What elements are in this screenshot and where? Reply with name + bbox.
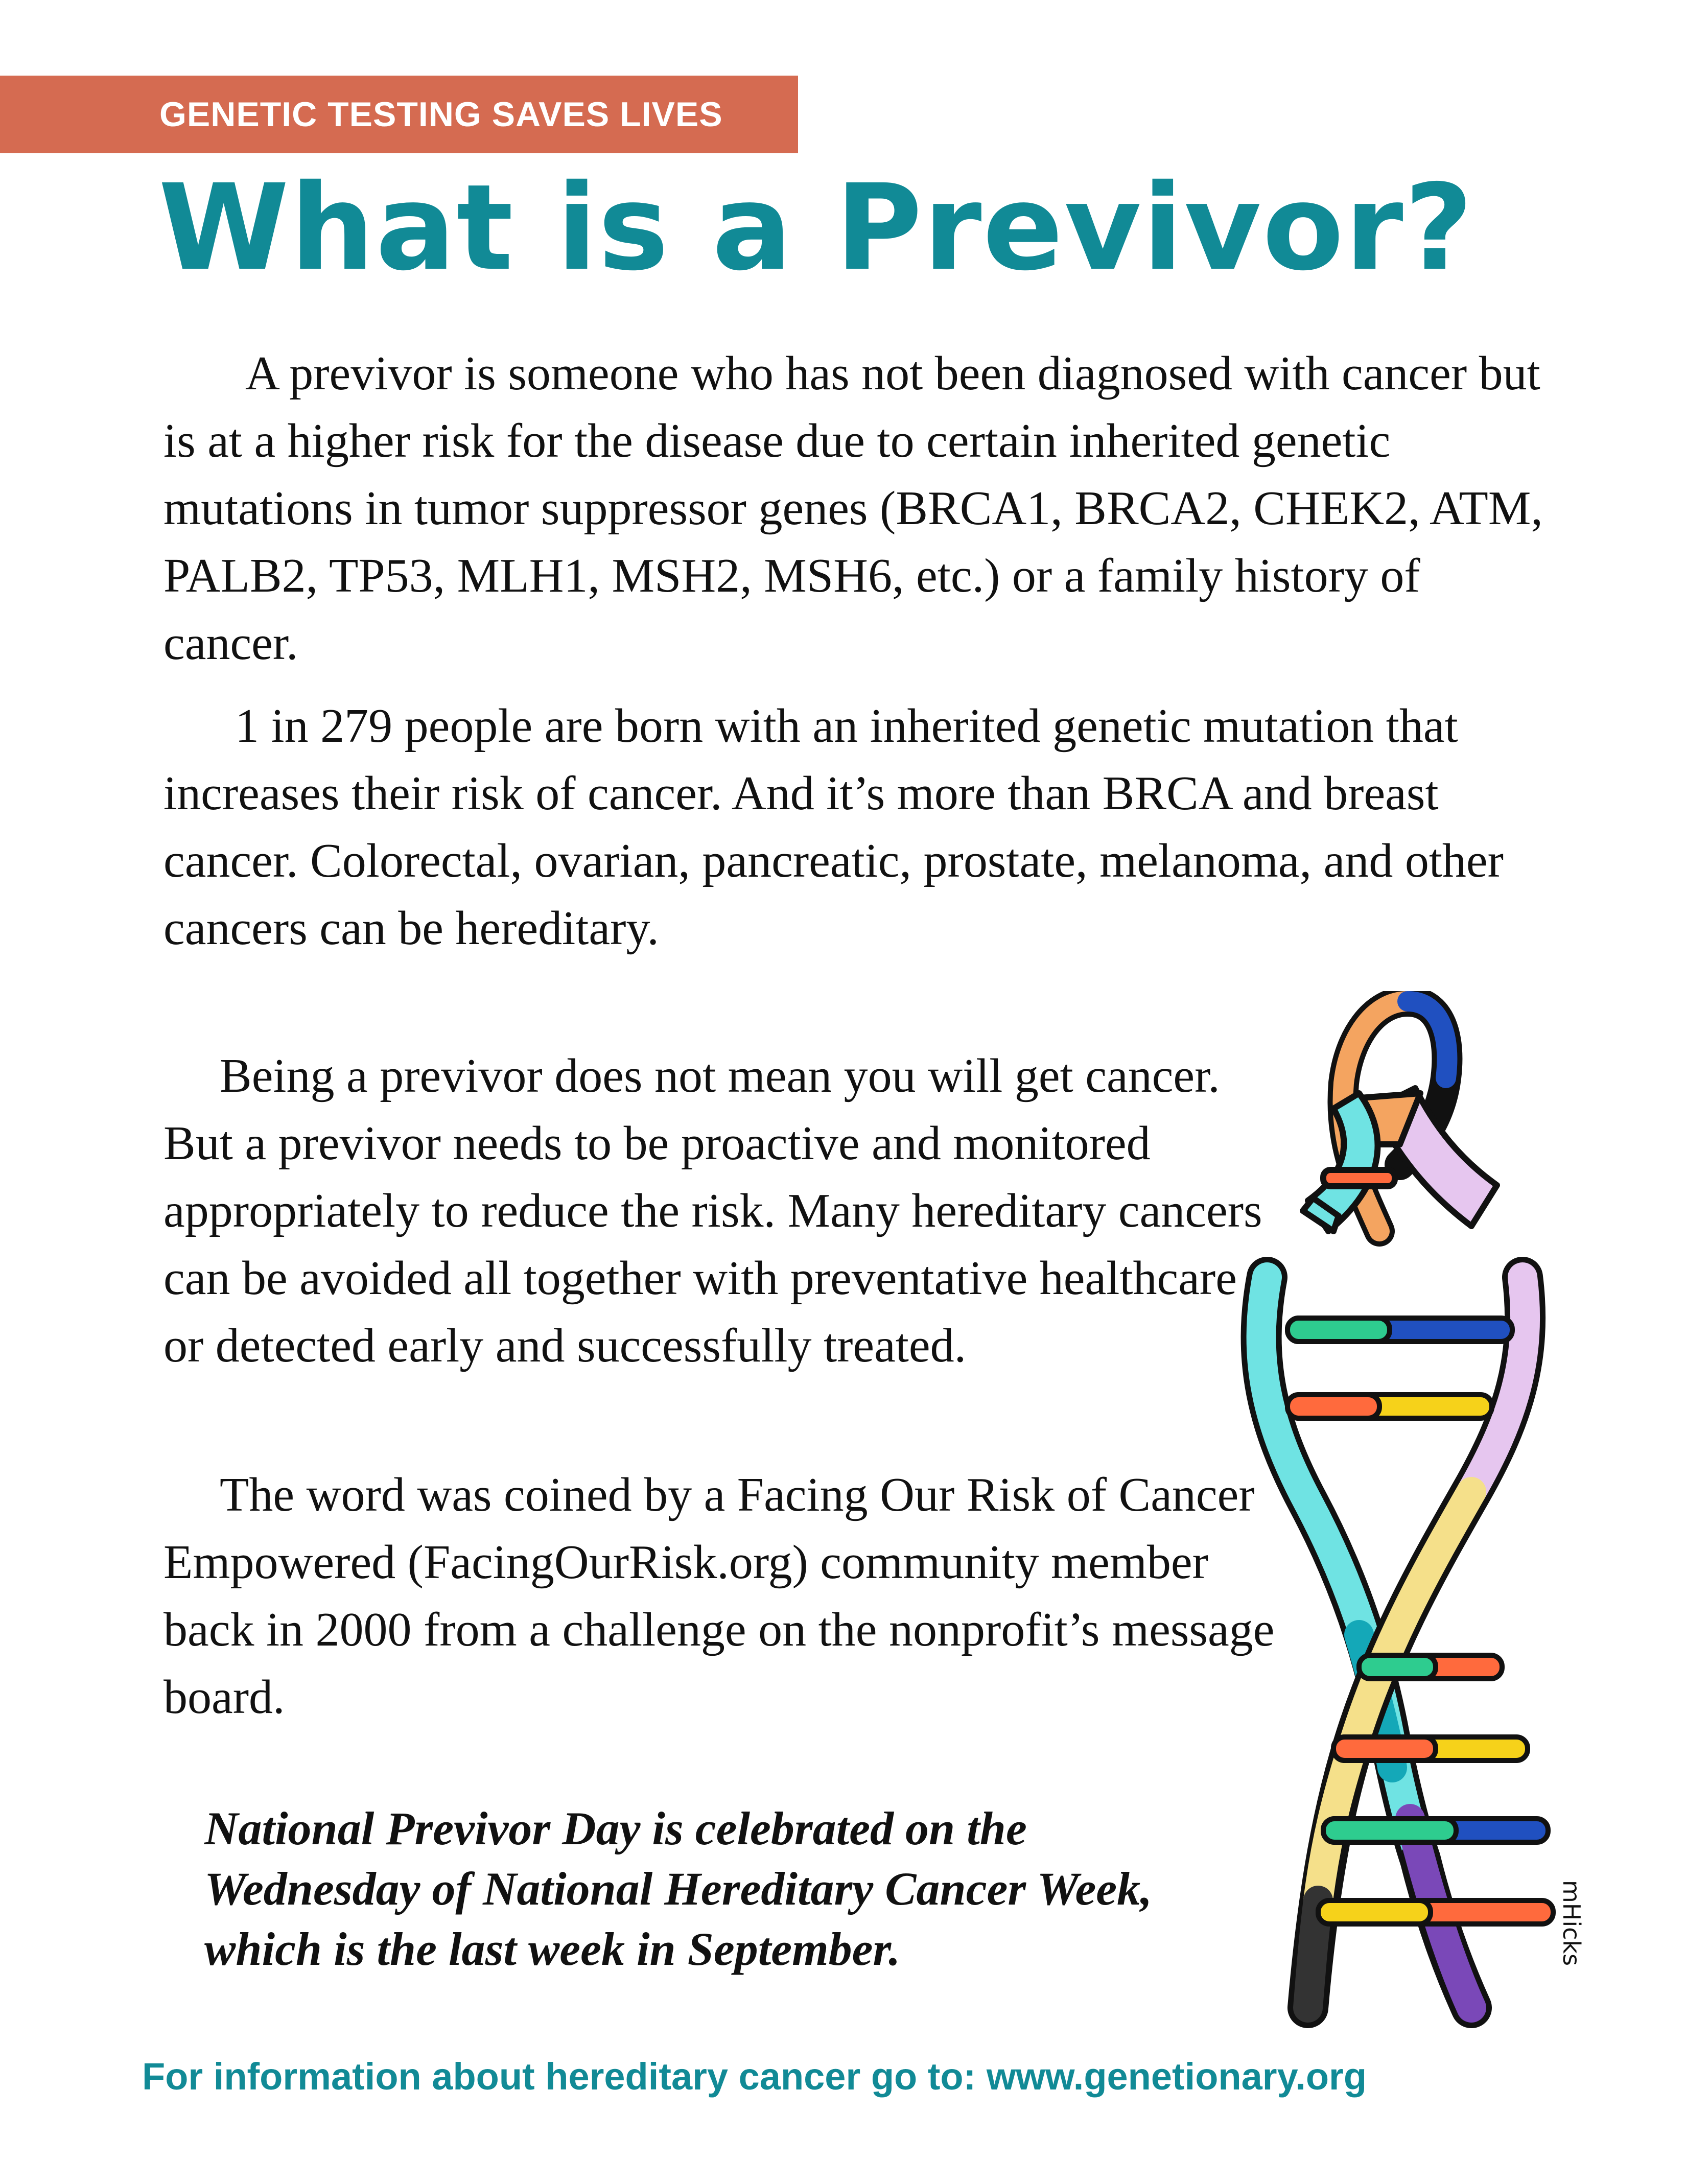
banner-label: GENETIC TESTING SAVES LIVES bbox=[159, 95, 723, 134]
previvor-day-callout: National Previvor Day is celebrated on the Wednesday of National Hereditary Cancer Week, which is the last week in September. bbox=[204, 1802, 1153, 1975]
dna-ribbon-icon bbox=[1206, 991, 1594, 2054]
footer-info: For information about hereditary cancer go to: www.genetionary.org bbox=[142, 2055, 1367, 2098]
paragraph-origin: The word was coined by a Facing Our Risk of Cancer Empowered (FacingOurRisk.org) community member back in 2000 from a challenge on the nonprofit’s message board. bbox=[163, 1468, 1275, 1724]
paragraph-statistics: 1 in 279 people are born with an inherited genetic mutation that increases their risk of cancer. And it’s more than BRCA and breast cancer. Colorectal, ovarian, pancreatic, prostate, melanoma, and other cancers can be hereditary. bbox=[163, 699, 1504, 955]
banner bbox=[0, 76, 798, 153]
paragraph-meaning: Being a previvor does not mean you will get cancer. But a previvor needs to be proactive and monitored appropriately to reduce the risk. Many hereditary cancers can be avoided all together with preventative healthcare or detected early and successfully treated. bbox=[163, 1049, 1262, 1372]
artist-signature: mHicks bbox=[1558, 1880, 1585, 1966]
page-title: What is a Previvor? bbox=[158, 159, 1474, 297]
paragraph-definition: A previvor is someone who has not been diagnosed with cancer but is at a higher risk for the disease due to certain inherited genetic mutations in tumor suppressor genes (BRCA1, BRCA2, CHEK2, ATM, PALB2, TP53, MLH1, MSH2, MSH6, etc.) or a family history of cancer. bbox=[163, 347, 1543, 670]
awareness-ribbon bbox=[1303, 1001, 1497, 1231]
